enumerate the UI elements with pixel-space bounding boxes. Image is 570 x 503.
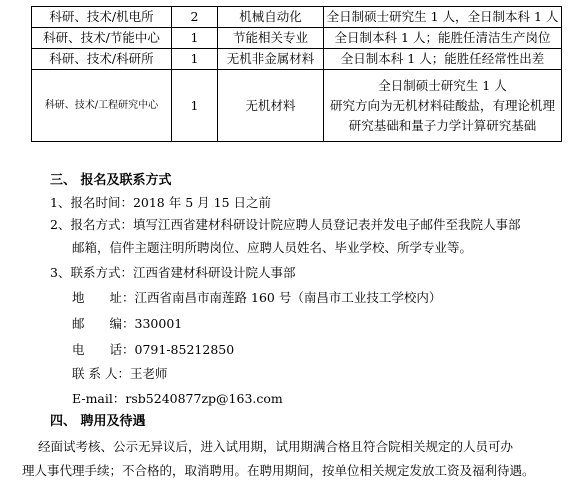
department-cell: 科研、技术/机电所 [32, 7, 172, 28]
department-cell: 科研、技术/科研所 [32, 49, 172, 70]
email-row [72, 389, 283, 408]
department-cell: 科研、技术/工程研究中心 [32, 70, 172, 142]
contact-person-value: 王老师 [129, 366, 168, 381]
postcode-row [72, 314, 182, 333]
phone-row [72, 340, 234, 359]
major-cell: 节能相关专业 [218, 28, 324, 49]
employment-paragraph-line1: 经面试考核、公示无异议后，进入试用期，试用期满合格且符合院相关规定的人员可办 [38, 439, 514, 454]
address-label: 地 址： [72, 290, 135, 305]
table-row [32, 28, 562, 49]
requirement-cell [324, 7, 562, 28]
table-row [32, 49, 562, 70]
requirement-cell [324, 28, 562, 49]
section-heading-registration: 三、 报名及联系方式 [50, 173, 172, 188]
major-cell: 无机材料 [218, 70, 324, 142]
requirement-line: 全日制本科 1 人；能胜任清洁生产岗位 [334, 30, 551, 45]
registration-time: 1、报名时间：2018 年 5 月 15 日之前 [50, 195, 271, 210]
email-value[interactable]: rsb5240877zp@163.com [125, 391, 283, 406]
count-cell: 2 [172, 7, 218, 28]
registration-method-line2: 邮箱，信件主题注明所聘岗位、应聘人员姓名、毕业学校、所学专业等。 [72, 240, 473, 255]
major-cell: 机械自动化 [218, 7, 324, 28]
requirement-line: 全日制硕士研究生 1 人 [378, 77, 507, 93]
count-cell: 1 [172, 28, 218, 49]
count-cell: 1 [172, 49, 218, 70]
positions-table [31, 6, 562, 142]
address-row [72, 288, 441, 307]
major-cell: 无机非金属材料 [218, 49, 324, 70]
section-heading-employment: 四、 聘用及待遇 [50, 414, 146, 429]
contact-person-row [72, 364, 167, 383]
requirement-line: 研究基础和量子力学计算研究基础 [348, 117, 537, 133]
requirement-line: 研究方向为无机材料硅酸盐，有理论机理 [329, 97, 555, 113]
phone-value: 0791-85212850 [134, 342, 235, 357]
requirement-cell [324, 70, 562, 142]
requirement-line: 全日制本科 1 人；能胜任经常性出差 [340, 51, 545, 66]
phone-label: 电 话： [72, 342, 135, 357]
table-row [32, 70, 562, 142]
count-cell: 1 [172, 70, 218, 142]
department-cell: 科研、技术/节能中心 [32, 28, 172, 49]
email-label: E-mail： [72, 391, 126, 406]
table-row [32, 7, 562, 28]
contact-method: 3、联系方式：江西省建材科研设计院人事部 [50, 265, 296, 280]
requirement-line: 全日制硕士研究生 1 人，全日制本科 1 人 [326, 9, 559, 24]
address-value: 江西省南昌市南莲路 160 号（南昌市工业技工学校内） [134, 290, 442, 305]
employment-paragraph-line2: 理人事代理手续；不合格的，取消聘用。在聘用期间，按单位相关规定发放工资及福利待遇。 [22, 463, 535, 478]
postcode-label: 邮 编： [72, 316, 135, 331]
contact-person-label: 联 系 人： [72, 366, 130, 381]
postcode-value: 330001 [134, 316, 183, 331]
requirement-cell [324, 49, 562, 70]
registration-method-line1: 2、报名方式：填写江西省建材科研设计院应聘人员登记表并发电子邮件至我院人事部 [50, 217, 521, 232]
